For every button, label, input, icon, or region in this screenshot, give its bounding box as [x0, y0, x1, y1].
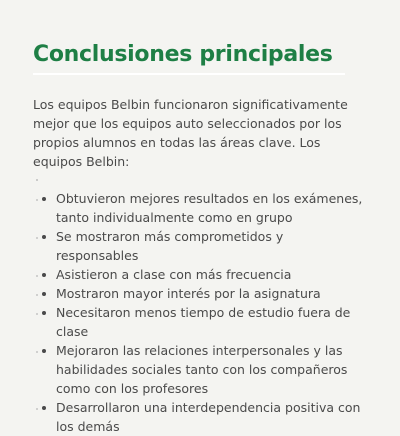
decorative-dot [36, 294, 38, 296]
bullet-icon [42, 349, 46, 353]
bullet-icon [42, 406, 46, 410]
list-item [33, 303, 363, 341]
list-item-text: Mejoraron las relaciones interpersonales y las habilidades sociales tanto con los compañeros como con los profesores [56, 343, 348, 396]
list-item [33, 265, 363, 284]
decorative-dot [36, 237, 38, 239]
list-item-text: Desarrollaron una interdependencia positiva con los demás [56, 400, 361, 434]
decorative-dot [36, 179, 38, 181]
list-item [33, 227, 363, 265]
list-item-text: Obtuvieron mejores resultados en los exámenes, tanto individualmente como en grupo [56, 191, 363, 225]
bullet-icon [42, 311, 46, 315]
intro-paragraph: Los equipos Belbin funcionaron significativamente mejor que los equipos auto seleccionados por los propios alumnos en todas las áreas clave. Los equipos Belbin: [33, 97, 348, 169]
bullet-icon [42, 273, 46, 277]
list-item [33, 398, 363, 436]
slide-title: Conclusiones principales [33, 42, 333, 67]
decorative-dot [36, 199, 38, 201]
bullet-icon [42, 235, 46, 239]
list-item-text: Mostraron mayor interés por la asignatura [56, 286, 321, 301]
list-item-text: Asistieron a clase con más frecuencia [56, 267, 292, 282]
list-item-text: Se mostraron más comprometidos y responsables [56, 229, 284, 263]
bullet-icon [42, 292, 46, 296]
decorative-dot [36, 408, 38, 410]
list-item [33, 341, 363, 398]
decorative-dot [36, 275, 38, 277]
bullet-icon [42, 197, 46, 201]
conclusions-list [33, 189, 380, 436]
decorative-dot [36, 351, 38, 353]
title-underline [33, 73, 345, 75]
list-item-text: Necesitaron menos tiempo de estudio fuera de clase [56, 305, 351, 339]
list-item [33, 284, 363, 303]
list-item [33, 189, 363, 227]
decorative-dot [36, 313, 38, 315]
